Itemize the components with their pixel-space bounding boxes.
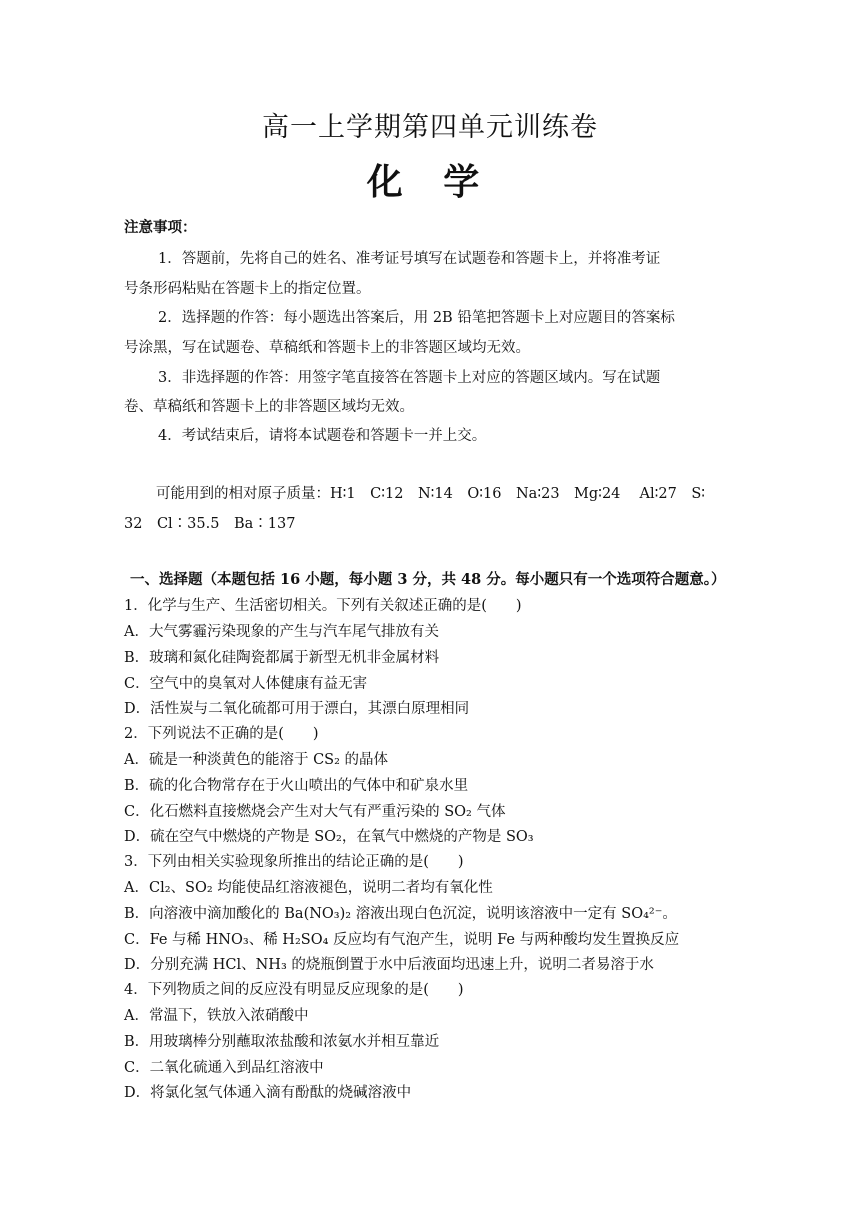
- question-3-option-d: D．分别充满 HCl、NH₃ 的烧瓶倒置于水中后液面均迅速上升，说明二者易溶于水: [124, 957, 654, 973]
- question-3-option-b: B．向溶液中滴加酸化的 Ba(NO₃)₂ 溶液出现白色沉淀，说明该溶液中一定有 SO₄²⁻。: [124, 906, 677, 922]
- notes-heading: 注意事项：: [124, 219, 197, 236]
- question-1-option-c: C．空气中的臭氧对人体健康有益无害: [124, 676, 368, 692]
- question-4-option-a: A．常温下，铁放入浓硝酸中: [124, 1008, 309, 1024]
- note-line-6: 卷、草稿纸和答题卡上的非答题区域均无效。: [124, 399, 414, 415]
- note-line-1: 1．答题前，先将自己的姓名、准考证号填写在试题卷和答题卡上，并将准考证: [158, 251, 661, 267]
- note-line-2: 号条形码粘贴在答题卡上的指定位置。: [124, 281, 371, 297]
- section-1-heading: 一、选择题（本题包括 16 小题，每小题 3 分，共 48 分。每小题只有一个选项符合题意。）: [130, 571, 726, 588]
- subject-title: 化 学: [366, 162, 494, 203]
- question-1-option-d: D．活性炭与二氧化硫都可用于漂白，其漂白原理相同: [124, 701, 470, 717]
- question-2-stem: 2．下列说法不正确的是( ): [124, 726, 319, 742]
- exam-title: 高一上学期第四单元训练卷: [262, 112, 598, 143]
- question-2-option-a: A．硫是一种淡黄色的能溶于 CS₂ 的晶体: [124, 752, 389, 768]
- question-4-option-d: D．将氯化氢气体通入滴有酚酞的烧碱溶液中: [124, 1085, 412, 1101]
- question-1-stem: 1．化学与生产、生活密切相关。下列有关叙述正确的是( ): [124, 598, 522, 614]
- atomic-masses-line-2: 32 Cl∶35.5 Ba∶137: [124, 516, 296, 532]
- question-1-option-b: B．玻璃和氮化硅陶瓷都属于新型无机非金属材料: [124, 650, 440, 666]
- atomic-masses-line-1: 可能用到的相对原子质量：H∶1 C∶12 N∶14 O∶16 Na∶23 Mg∶24 Al∶27 S∶: [156, 486, 706, 502]
- question-4-option-c: C．二氧化硫通入到品红溶液中: [124, 1060, 324, 1076]
- question-4-option-b: B．用玻璃棒分别蘸取浓盐酸和浓氨水并相互靠近: [124, 1034, 440, 1050]
- question-3-option-a: A．Cl₂、SO₂ 均能使品红溶液褪色，说明二者均有氧化性: [124, 880, 493, 896]
- question-3-stem: 3．下列由相关实验现象所推出的结论正确的是( ): [124, 854, 464, 870]
- question-2-option-c: C．化石燃料直接燃烧会产生对大气有严重污染的 SO₂ 气体: [124, 804, 506, 820]
- question-2-option-d: D．硫在空气中燃烧的产物是 SO₂，在氧气中燃烧的产物是 SO₃: [124, 829, 534, 845]
- atomic-masses: [124, 482, 744, 536]
- question-4-stem: 4．下列物质之间的反应没有明显反应现象的是( ): [124, 982, 464, 998]
- note-line-5: 3．非选择题的作答：用签字笔直接答在答题卡上对应的答题区域内。写在试题: [158, 370, 661, 386]
- note-line-3: 2．选择题的作答：每小题选出答案后，用 2B 铅笔把答题卡上对应题目的答案标: [158, 310, 675, 326]
- question-2-option-b: B．硫的化合物常存在于火山喷出的气体中和矿泉水里: [124, 778, 469, 794]
- question-3-option-c: C．Fe 与稀 HNO₃、稀 H₂SO₄ 反应均有气泡产生，说明 Fe 与两种酸均发生置换反应: [124, 932, 680, 948]
- question-1-option-a: A．大气雾霾污染现象的产生与汽车尾气排放有关: [124, 624, 439, 640]
- note-line-4: 号涂黑，写在试题卷、草稿纸和答题卡上的非答题区域均无效。: [124, 340, 530, 356]
- note-line-7: 4．考试结束后，请将本试题卷和答题卡一并上交。: [158, 428, 487, 444]
